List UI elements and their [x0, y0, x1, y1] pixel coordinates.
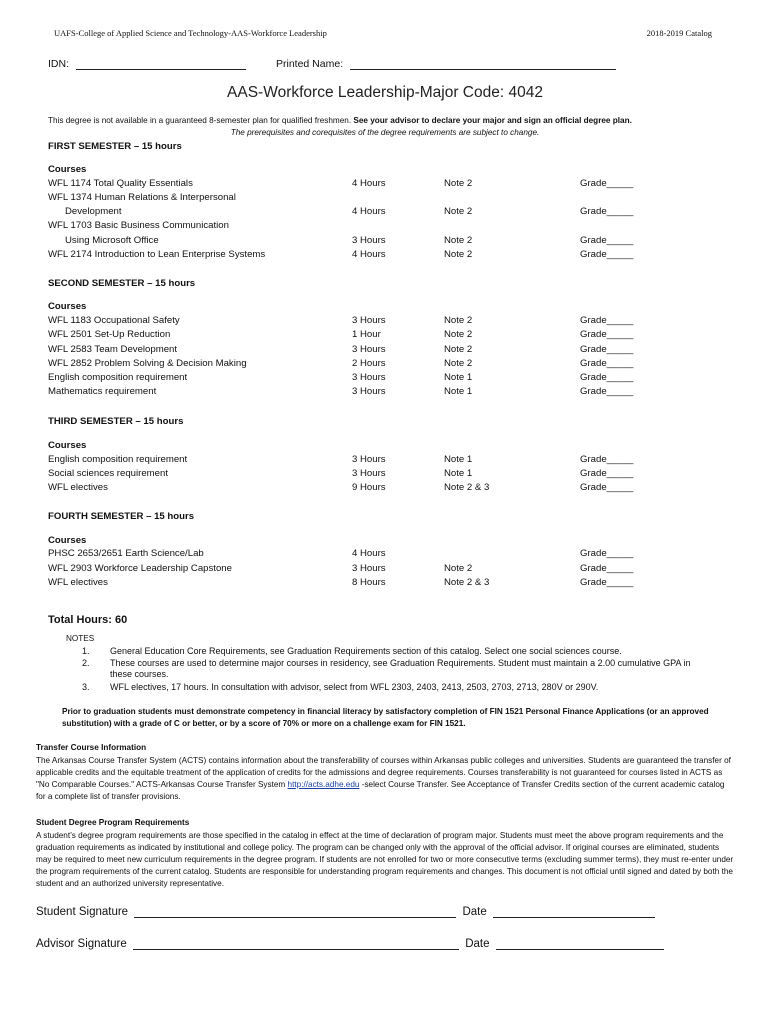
note-text: WFL electives, 17 hours. In consultation with advisor, select from WFL 2303, 2403, 2413, 2503, 2703, 2713, 280V or 290V. — [110, 682, 599, 692]
course-name: WFL 2903 Workforce Leadership Capstone — [48, 563, 232, 574]
printed-name-row — [276, 58, 616, 70]
course-hours: 3 Hours — [352, 468, 386, 479]
course-hours: 3 Hours — [352, 315, 386, 326]
course-grade[interactable]: Grade_____ — [580, 344, 634, 355]
course-name: WFL 2583 Team Development — [48, 344, 178, 355]
course-note: Note 1 — [444, 454, 473, 465]
course-grade[interactable]: Grade_____ — [580, 329, 634, 340]
course-row — [48, 235, 688, 248]
course-row — [48, 249, 688, 262]
course-name: Using Microsoft Office — [65, 235, 159, 246]
course-hours: 1 Hour — [352, 329, 381, 340]
course-note: Note 2 — [444, 178, 473, 189]
course-name: WFL 2174 Introduction to Lean Enterprise Systems — [48, 249, 266, 260]
course-grade[interactable]: Grade_____ — [580, 358, 634, 369]
course-hours: 3 Hours — [352, 386, 386, 397]
course-row — [48, 548, 688, 561]
course-note: Note 2 — [444, 329, 473, 340]
course-grade[interactable]: Grade_____ — [580, 315, 634, 326]
header-catalog-year: 2018-2019 Catalog — [646, 28, 712, 38]
student-signature-field[interactable] — [134, 907, 456, 918]
course-note: Note 2 — [444, 315, 473, 326]
intro-plain: This degree is not available in a guaranteed 8-semester plan for qualified freshmen. — [48, 116, 352, 125]
advisor-signature-field[interactable] — [133, 939, 459, 950]
courses-label: Courses — [48, 164, 87, 175]
student-signature-label: Student Signature — [36, 906, 129, 918]
course-note: Note 2 — [444, 563, 473, 574]
printed-name-label: Printed Name: — [276, 58, 344, 70]
course-row — [48, 577, 688, 590]
course-row — [48, 454, 688, 467]
course-grade[interactable]: Grade_____ — [580, 577, 634, 588]
course-hours: 4 Hours — [352, 206, 386, 217]
course-note: Note 2 — [444, 344, 473, 355]
course-note: Note 2 — [444, 358, 473, 369]
transfer-text — [36, 755, 736, 803]
semester-title: SECOND SEMESTER – 15 hours — [48, 278, 196, 289]
note-text: These courses are used to determine major courses in residency, see Graduation Requirements. Student must maintain a 2.00 cumulative GPA in these courses. — [110, 658, 691, 679]
course-hours: 3 Hours — [352, 454, 386, 465]
semester-title: THIRD SEMESTER – 15 hours — [48, 416, 184, 427]
page-title: AAS-Workforce Leadership-Major Code: 4042 — [227, 84, 543, 101]
student-signature-row — [36, 906, 655, 918]
course-name: English composition requirement — [48, 372, 188, 383]
transfer-heading: Transfer Course Information — [36, 743, 147, 752]
course-hours: 4 Hours — [352, 249, 386, 260]
transfer-text-after: -select Course Transfer. See Acceptance of Transfer Credits section of the current academic catalog for a complete list of transfer provisions. — [36, 780, 725, 801]
advisor-signature-label: Advisor Signature — [36, 938, 127, 950]
idn-label: IDN: — [48, 58, 69, 70]
course-name: Mathematics requirement — [48, 386, 157, 397]
semester-title: FOURTH SEMESTER – 15 hours — [48, 511, 195, 522]
note-text: General Education Core Requirements, see Graduation Requirements section of this catalog. Select one social sciences course. — [110, 646, 622, 656]
course-grade[interactable]: Grade_____ — [580, 372, 634, 383]
course-hours: 4 Hours — [352, 178, 386, 189]
course-name: WFL 1183 Occupational Safety — [48, 315, 180, 326]
course-name: Social sciences requirement — [48, 468, 168, 479]
course-name: WFL electives — [48, 577, 108, 588]
course-hours: 3 Hours — [352, 235, 386, 246]
total-hours: Total Hours: 60 — [48, 614, 128, 626]
course-name: Development — [65, 206, 122, 217]
course-note: Note 1 — [444, 468, 473, 479]
course-grade[interactable]: Grade_____ — [580, 386, 634, 397]
note-number: 1. — [82, 646, 90, 656]
student-date-label: Date — [462, 906, 487, 918]
course-grade[interactable]: Grade_____ — [580, 235, 634, 246]
financial-literacy-requirement: Prior to graduation students must demonstrate competency in financial literacy by satisfactory completion of FIN 1521 Personal Finance Applications (or an approved substitution) with a grade of C or better, or by a score of 70% or more on a challenge exam for FIN 1521. — [62, 707, 709, 728]
courses-label: Courses — [48, 301, 87, 312]
course-row — [48, 372, 688, 385]
advisor-date-field[interactable] — [496, 939, 664, 950]
student-date-field[interactable] — [493, 907, 655, 918]
course-row — [48, 386, 688, 399]
course-row — [48, 344, 688, 357]
course-row — [48, 329, 688, 342]
course-row — [48, 178, 688, 191]
courses-label: Courses — [48, 440, 87, 451]
course-name: WFL 2852 Problem Solving & Decision Making — [48, 358, 247, 369]
semester-title: FIRST SEMESTER – 15 hours — [48, 141, 182, 152]
course-note: Note 1 — [444, 372, 473, 383]
course-name: WFL 2501 Set-Up Reduction — [48, 329, 171, 340]
course-grade[interactable]: Grade_____ — [580, 206, 634, 217]
course-grade[interactable]: Grade_____ — [580, 548, 634, 559]
course-grade[interactable]: Grade_____ — [580, 178, 634, 189]
course-hours: 9 Hours — [352, 482, 386, 493]
transfer-text-before: The Arkansas Course Transfer System (ACTS) contains information about the transferability of courses within Arkansas public colleges and universities. Students are guaranteed the transfer of applicable credits and the equitable treatment of the application of credits for the admissions and degree requirements. Courses transferability is not guaranteed for courses listed in ACTS as "No Comparable Courses." ACTS-Arkansas Course Transfer System — [36, 756, 731, 789]
course-name: English composition requirement — [48, 454, 188, 465]
intro-bold: See your advisor to declare your major and sign an official degree plan. — [353, 116, 632, 125]
course-note: Note 2 & 3 — [444, 482, 490, 493]
course-note: Note 2 — [444, 249, 473, 260]
courses-label: Courses — [48, 535, 87, 546]
intro-text — [48, 116, 632, 125]
course-name: WFL 1174 Total Quality Essentials — [48, 178, 193, 189]
printed-name-field[interactable] — [350, 59, 616, 70]
course-hours: 3 Hours — [352, 344, 386, 355]
header-program: UAFS-College of Applied Science and Technology-AAS-Workforce Leadership — [54, 28, 327, 38]
course-row — [48, 315, 688, 328]
course-row — [48, 206, 688, 219]
note-number: 2. — [82, 658, 90, 668]
course-grade[interactable]: Grade_____ — [580, 482, 634, 493]
course-row — [48, 192, 688, 205]
course-row — [48, 358, 688, 371]
program-requirements-text: A student’s degree program requirements are those specified in the catalog in effect at the time of declaration of program major. Students must meet the above program requirements and the graduation requirements as indicated by institutional and college policy. The program can be changed only with the approval of the official advisor. If original courses are eliminated, students may be required to meet new curriculum requirements in the degree program. If students are not enrolled for two or more consecutive terms (excluding summer terms), they must re-enter under the program requirements of the current catalog. Students are responsible for understanding program requirements and changes. This document is not official until signed and dated by both the student and an authorized university representative. — [36, 831, 734, 888]
course-grade[interactable]: Grade_____ — [580, 249, 634, 260]
course-row — [48, 563, 688, 576]
course-hours: 3 Hours — [352, 372, 386, 383]
acts-link[interactable]: http://acts.adhe.edu — [287, 780, 360, 789]
course-row — [48, 482, 688, 495]
idn-row — [48, 58, 246, 70]
course-hours: 8 Hours — [352, 577, 386, 588]
course-hours: 4 Hours — [352, 548, 386, 559]
course-hours: 3 Hours — [352, 563, 386, 574]
course-grade[interactable]: Grade_____ — [580, 563, 634, 574]
course-note: Note 2 — [444, 235, 473, 246]
course-note: Note 1 — [444, 386, 473, 397]
program-requirements-heading: Student Degree Program Requirements — [36, 818, 190, 827]
course-name: WFL electives — [48, 482, 108, 493]
note-number: 3. — [82, 682, 90, 692]
notes-heading: NOTES — [66, 634, 95, 643]
course-name: PHSC 2653/2651 Earth Science/Lab — [48, 548, 204, 559]
course-grade[interactable]: Grade_____ — [580, 468, 634, 479]
course-row — [48, 220, 688, 233]
course-note: Note 2 — [444, 206, 473, 217]
course-hours: 2 Hours — [352, 358, 386, 369]
intro-italic: The prerequisites and corequisites of the degree requirements are subject to change. — [230, 128, 540, 137]
course-grade[interactable]: Grade_____ — [580, 454, 634, 465]
advisor-signature-row — [36, 938, 664, 950]
course-name: WFL 1703 Basic Business Communication — [48, 220, 229, 231]
course-row — [48, 468, 688, 481]
idn-field[interactable] — [76, 59, 246, 70]
advisor-date-label: Date — [465, 938, 490, 950]
course-note: Note 2 & 3 — [444, 577, 490, 588]
course-name: WFL 1374 Human Relations & Interpersonal — [48, 192, 236, 203]
